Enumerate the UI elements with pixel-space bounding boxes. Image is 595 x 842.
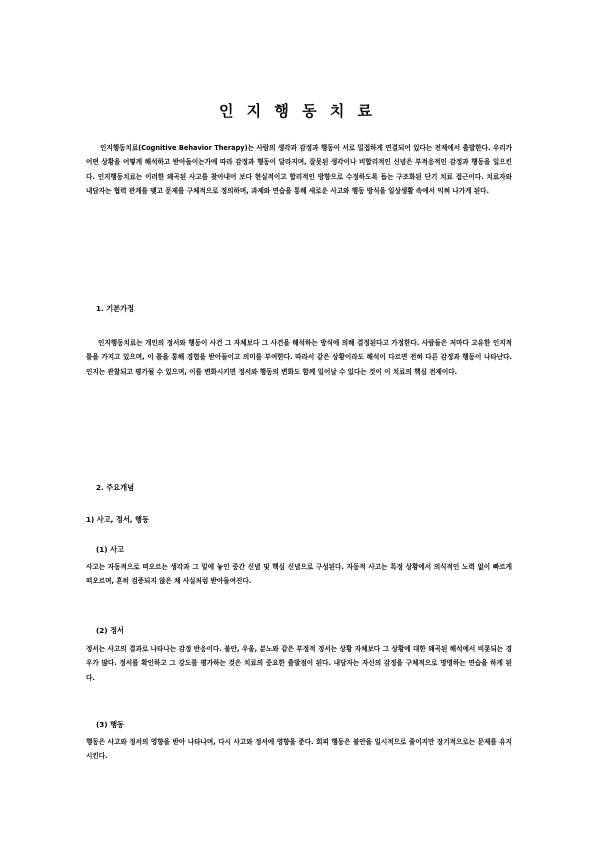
item-heading-behavior: (3) 행동 xyxy=(96,720,124,729)
behavior-paragraph: 행동은 사고와 정서의 영향을 받아 나타나며, 다시 사고와 정서에 영향을 준다. 회피 행동은 불안을 일시적으로 줄이지만 장기적으로는 문제를 유지시킨다. xyxy=(86,738,512,761)
section-heading-key-concepts: 2. 주요개념 xyxy=(96,483,135,492)
document-title: 인 지 행 동 치 료 xyxy=(218,102,377,120)
item-heading-emotion: (2) 정서 xyxy=(96,626,124,635)
item-heading-thought: (1) 사고 xyxy=(96,545,124,554)
subsection-heading-thought-emotion-behavior: 1) 사고, 정서, 행동 xyxy=(86,515,149,524)
emotion-paragraph: 정서는 사고의 결과로 나타나는 감정 반응이다. 불안, 우울, 분노와 같은 부정적 정서는 상황 자체보다 그 상황에 대한 왜곡된 해석에서 비롯되는 경우가 많다. 정서를 확인하고 그 강도를 평가하는 것은 치료의 중요한 출발점이 된다. 내담자는 자신의 감정을 구체적으로 명명하는 연습을 하게 된다. xyxy=(86,645,512,682)
thought-paragraph: 사고는 자동적으로 떠오르는 생각과 그 밑에 놓인 중간 신념 및 핵심 신념으로 구성된다. 자동적 사고는 특정 상황에서 의식적인 노력 없이 빠르게 떠오르며, 흔히 검증되지 않은 채 사실처럼 받아들여진다. xyxy=(86,563,512,586)
section-heading-basic-assumptions: 1. 기본가정 xyxy=(96,304,135,313)
basic-assumptions-paragraph: 인지행동치료는 개인의 정서와 행동이 사건 그 자체보다 그 사건을 해석하는 방식에 의해 결정된다고 가정한다. 사람들은 저마다 고유한 인지적 틀을 가지고 있으며, 이 틀을 통해 경험을 받아들이고 의미를 부여한다. 따라서 같은 상황이라도 해석이 다르면 전혀 다른 감정과 행동이 나타난다. 인지는 관찰되고 평가될 수 있으며, 이를 변화시키면 정서와 행동의 변화도 함께 일어날 수 있다는 것이 이 치료의 핵심 전제이다. xyxy=(86,339,512,376)
intro-paragraph: 인지행동치료(Cognitive Behavior Therapy)는 사람의 생각과 감정과 행동이 서로 밀접하게 연결되어 있다는 전제에서 출발한다. 우리가 어떤 상황을 어떻게 해석하고 받아들이는가에 따라 감정과 행동이 달라지며, 잘못된 생각이나 비합리적인 신념은 부적응적인 감정과 행동을 일으킨다. 인지행동치료는 이러한 왜곡된 사고를 찾아내어 보다 현실적이고 합리적인 방향으로 수정하도록 돕는 구조화된 단기 치료 접근이다. 치료자와 내담자는 협력 관계를 맺고 문제를 구체적으로 정의하며, 과제와 연습을 통해 새로운 사고와 행동 방식을 일상생활 속에서 익혀 나가게 된다. xyxy=(86,144,512,196)
